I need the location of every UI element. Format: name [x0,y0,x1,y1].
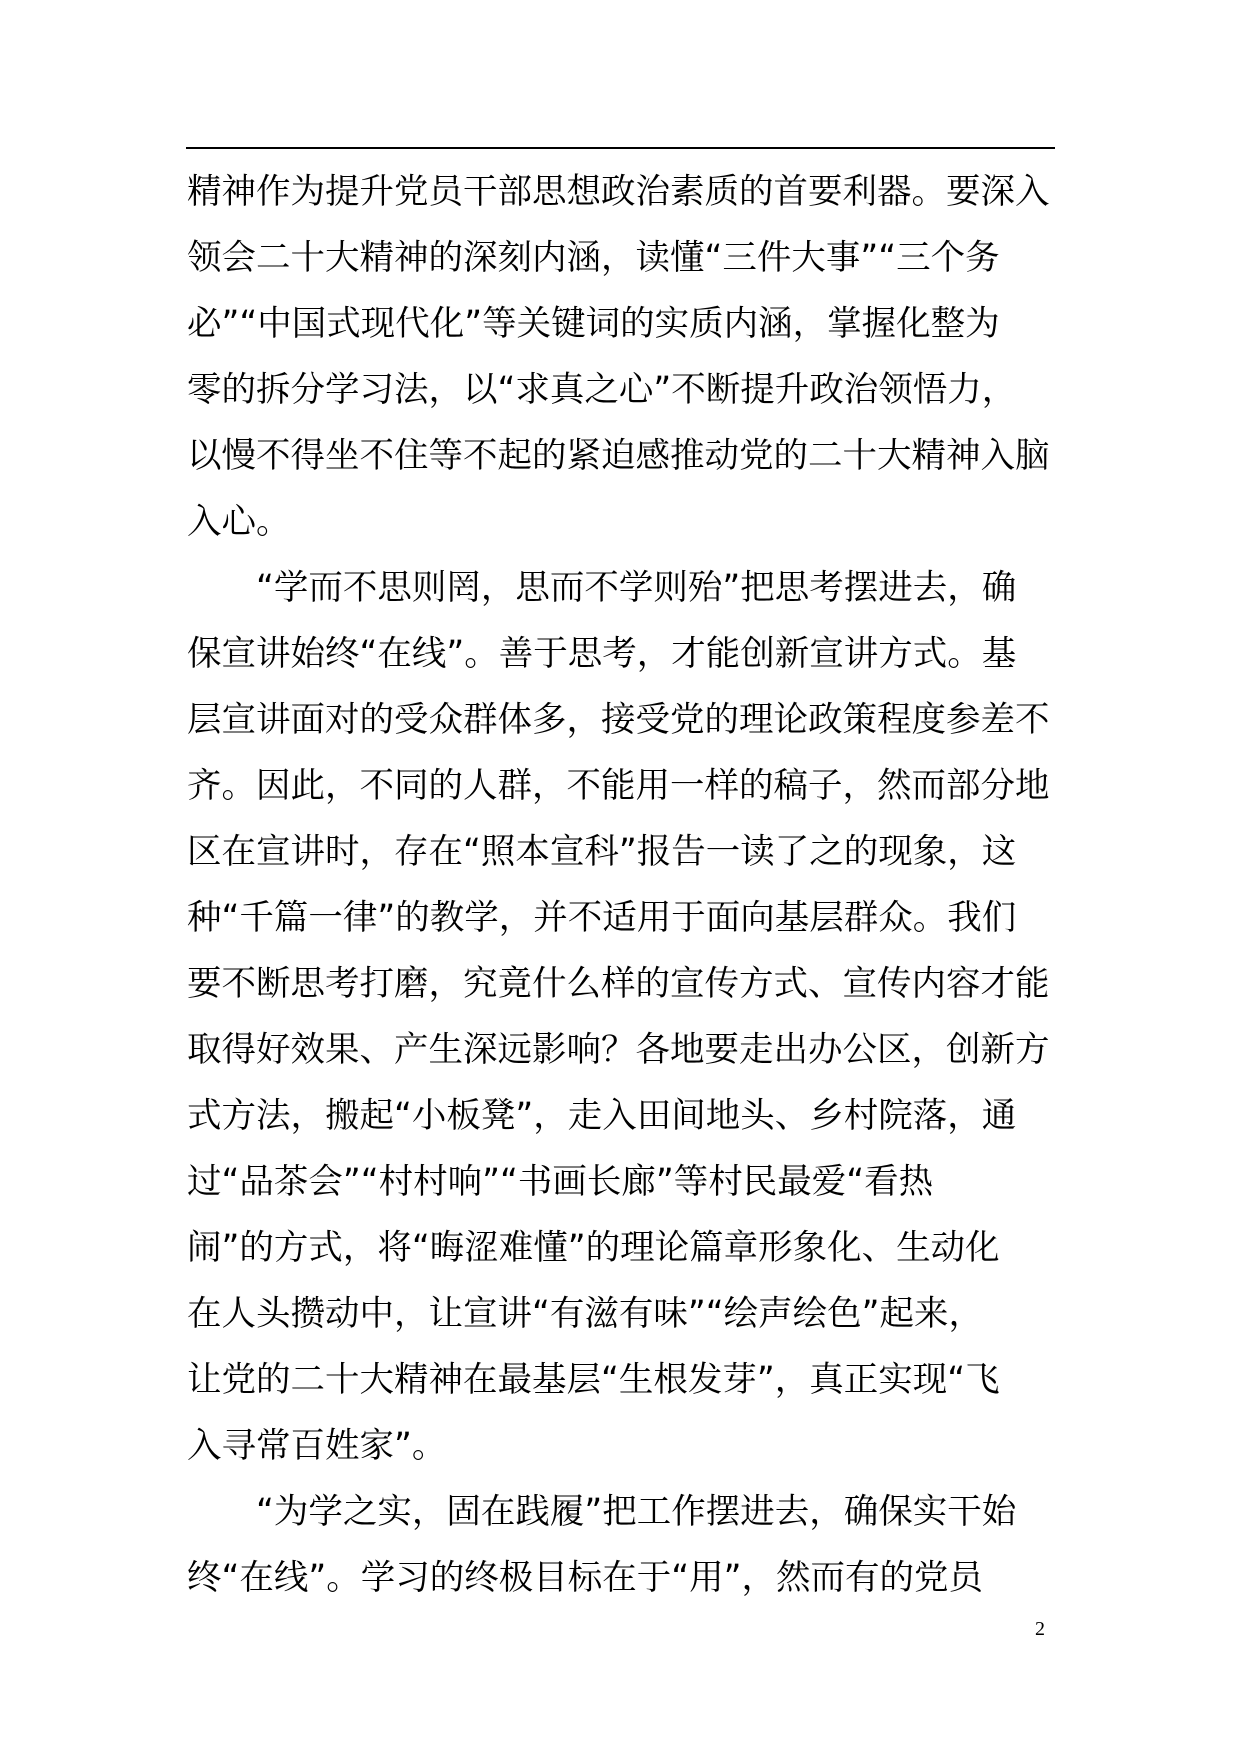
text-line: 式方法，搬起“小板凳”，走入田间地头、乡村院落，通 [187,1096,1017,1136]
text-line: 零的拆分学习法，以“求真之心”不断提升政治领悟力， [187,370,1017,410]
paragraph-first-line: “为学之实，固在践履”把工作摆进去，确保实干始 [256,1492,1017,1532]
text-line: 层宣讲面对的受众群体多，接受党的理论政策程度参差不 [187,700,1050,740]
text-line: 必”“中国式现代化”等关键词的实质内涵，掌握化整为 [187,304,1000,344]
text-line: 领会二十大精神的深刻内涵，读懂“三件大事”“三个务 [187,238,1000,278]
text-line: 区在宣讲时，存在“照本宣科”报告一读了之的现象，这 [187,832,1017,872]
paragraph-first-line: “学而不思则罔，思而不学则殆”把思考摆进去，确 [256,568,1017,608]
text-line: 入寻常百姓家”。 [187,1426,447,1466]
text-line: 在人头攒动中，让宣讲“有滋有味”“绘声绘色”起来， [187,1294,983,1334]
text-line: 要不断思考打磨，究竟什么样的宣传方式、宣传内容才能 [187,964,1050,1004]
text-line: 取得好效果、产生深远影响？各地要走出办公区，创新方 [187,1030,1050,1070]
text-line: 种“千篇一律”的教学，并不适用于面向基层群众。我们 [187,898,1017,938]
page-number: 2 [1035,1618,1045,1640]
header-rule [186,147,1055,149]
text-line: 保宣讲始终“在线”。善于思考，才能创新宣讲方式。基 [187,634,1017,674]
text-line: 精神作为提升党员干部思想政治素质的首要利器。要深入 [187,172,1050,212]
text-line: 入心。 [187,502,291,542]
text-line: 终“在线”。学习的终极目标在于“用”，然而有的党员 [187,1558,983,1598]
text-line: 让党的二十大精神在最基层“生根发芽”，真正实现“飞 [187,1360,1000,1400]
text-line: 齐。因此，不同的人群，不能用一样的稿子，然而部分地 [187,766,1050,806]
text-line: 闹”的方式，将“晦涩难懂”的理论篇章形象化、生动化 [187,1228,1000,1268]
text-line: 过“品茶会”“村村响”“书画长廊”等村民最爱“看热 [187,1162,934,1202]
text-line: 以慢不得坐不住等不起的紧迫感推动党的二十大精神入脑 [187,436,1050,476]
body-text [187,159,1067,1611]
